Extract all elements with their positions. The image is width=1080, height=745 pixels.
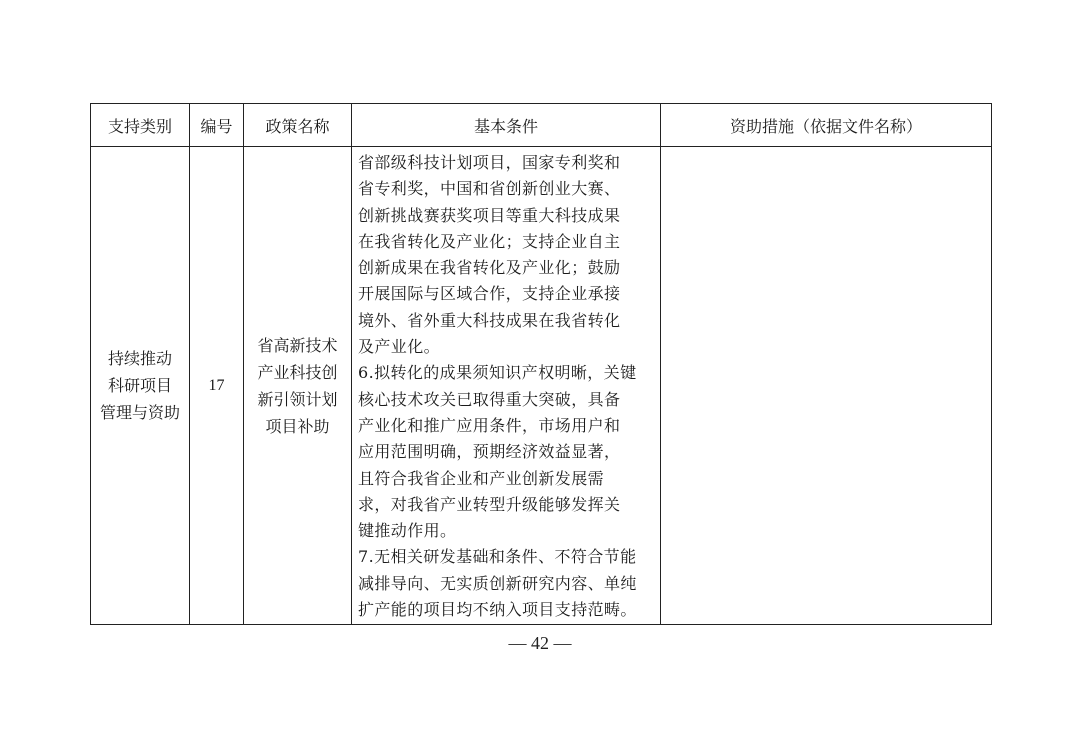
page-number: — 42 — (508, 633, 572, 653)
header-policy-name: 政策名称 (244, 104, 352, 147)
header-funding-measures: 资助措施（依据文件名称） (661, 104, 992, 147)
basic-conditions-text: 省部级科技计划项目，国家专利奖和 省专利奖，中国和省创新创业大赛、 创新挑战赛获奖项目等重大科技成果 在我省转化及产业化；支持企业自主 创新成果在我省转化及产业化；鼓励 开展国际与区域合作，支持企业承接 境外、省外重大科技成果在我省转化 及产业化。 6.拟转化的成果须知识产权明晰，关键 核心技术攻关已取得重大突破，具备 产业化和推广应用条件，市场用户和 应用范围明确，预期经济效益显著， 且符合我省企业和产业创新发展需 求，对我省产业转型升级能够发挥关 键推动作用。 7.无相关研发基础和条件、不符合节能 减排导向、无实质创新研究内容、单纯 扩产能的项目均不纳入项目支持范畴。 (358, 153, 637, 620)
header-category: 支持类别 (91, 104, 190, 147)
cell-policy-name (244, 147, 352, 625)
cell-basic-conditions (352, 147, 661, 625)
category-text: 持续推动 科研项目 管理与资助 (99, 349, 180, 422)
cell-category (91, 147, 190, 625)
table-header-row (91, 104, 992, 147)
header-number: 编号 (190, 104, 244, 147)
cell-number: 17 (190, 147, 244, 625)
policy-table (90, 103, 992, 625)
policy-name-text: 省高新技术 产业科技创 新引领计划 项目补助 (257, 335, 338, 436)
cell-funding-measures (661, 147, 992, 625)
table-row (91, 147, 992, 625)
header-basic-conditions: 基本条件 (352, 104, 661, 147)
